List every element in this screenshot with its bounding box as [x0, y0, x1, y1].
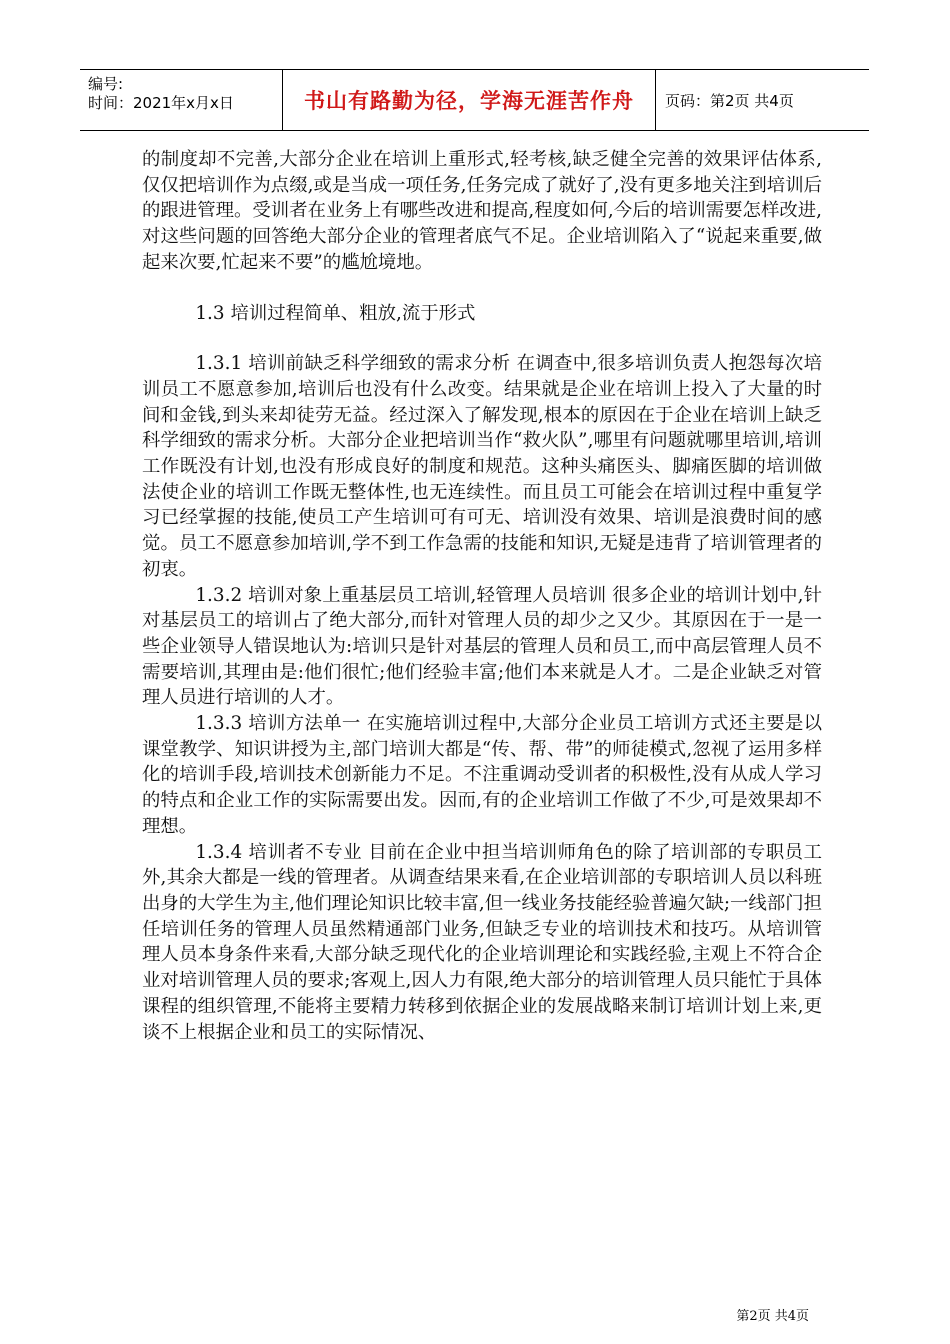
document-time-label: 时间：2021年x月x日 — [88, 94, 234, 112]
header-meta-cell — [80, 70, 282, 130]
header-page-cell — [655, 70, 869, 130]
header-motto: 书山有路勤为径，学海无涯苦作舟 — [304, 89, 634, 113]
section-heading-1-3: 1.3 培训过程简单、粗放,流于形式 — [195, 302, 476, 324]
body-paragraph-1-3-4: 1.3.4 培训者不专业 目前在企业中担当培训师角色的除了培训部的专职员工外,其余大都是一线的管理者。从调查结果来看,在企业培训部的专职培训人员以科班出身的大学生为主,他们理论知识比较丰富,但一线业务技能经验普遍欠缺;一线部门担任培训任务的管理人员虽然精通部门业务,但缺乏专业的培训技术和技巧。从培训管理人员本身条件来看,大部分缺乏现代化的企业培训理论和实践经验,主观上不符合企业对培训管理人员的要求;客观上,因人力有限,绝大部分的培训管理人员只能忙于具体课程的组织管理,不能将主要精力转移到依据企业的发展战略来制订培训计划上来,更谈不上根据企业和员工的实际情况、 — [142, 841, 822, 1043]
document-number-label: 编号: — [88, 75, 124, 93]
page-footer: 第2页 共4页 — [736, 1309, 809, 1324]
document-body — [142, 147, 822, 1045]
body-paragraph-1-3-1: 1.3.1 培训前缺乏科学细致的需求分析 在调查中,很多培训负责人抱怨每次培训员工不愿意参加,培训后也没有什么改变。结果就是企业在培训上投入了大量的时间和金钱,到头来却徒劳无益。经过深入了解发现,根本的原因在于企业在培训上缺乏科学细致的需求分析。大部分企业把培训当作“救火队”,哪里有问题就哪里培训,培训工作既没有计划,也没有形成良好的制度和规范。这种头痛医头、脚痛医脚的培训做法使企业的培训工作既无整体性,也无连续性。而且员工可能会在培训过程中重复学习已经掌握的技能,使员工产生培训可有可无、培训没有效果、培训是浪费时间的感觉。员工不愿意参加培训,学不到工作急需的技能和知识,无疑是违背了培训管理者的初衷。 — [142, 353, 822, 580]
body-paragraph-1-3-3: 1.3.3 培训方法单一 在实施培训过程中,大部分企业员工培训方式还主要是以课堂教学、知识讲授为主,部门培训大都是“传、帮、带”的师徒模式,忽视了运用多样化的培训手段,培训技术创新能力不足。不注重调动受训者的积极性,没有从成人学习的特点和企业工作的实际需要出发。因而,有的企业培训工作做了不少,可是效果却不理想。 — [142, 713, 822, 837]
header-motto-cell — [282, 70, 656, 130]
body-paragraph-1-3-2: 1.3.2 培训对象上重基层员工培训,轻管理人员培训 很多企业的培训计划中,针对基层员工的培训占了绝大部分,而针对管理人员的却少之又少。其原因在于一是一些企业领导人错误地认为:培训只是针对基层的管理人员和员工,而中高层管理人员不需要培训,其理由是:他们很忙;他们经验丰富;他们本来就是人才。二是企业缺乏对管理人员进行培训的人才。 — [142, 584, 822, 709]
body-paragraph-continued: 的制度却不完善,大部分企业在培训上重形式,轻考核,缺乏健全完善的效果评估体系,仅仅把培训作为点缀,或是当成一项任务,任务完成了就好了,没有更多地关注到培训后的跟进管理。受训者在业务上有哪些改进和提高,程度如何,今后的培训需要怎样改进,对这些问题的回答绝大部分企业的管理者底气不足。企业培训陷入了“说起来重要,做起来次要,忙起来不要”的尴尬境地。 — [142, 149, 822, 273]
header-page-number: 页码：第2页 共4页 — [665, 91, 794, 110]
page-header — [80, 69, 869, 131]
